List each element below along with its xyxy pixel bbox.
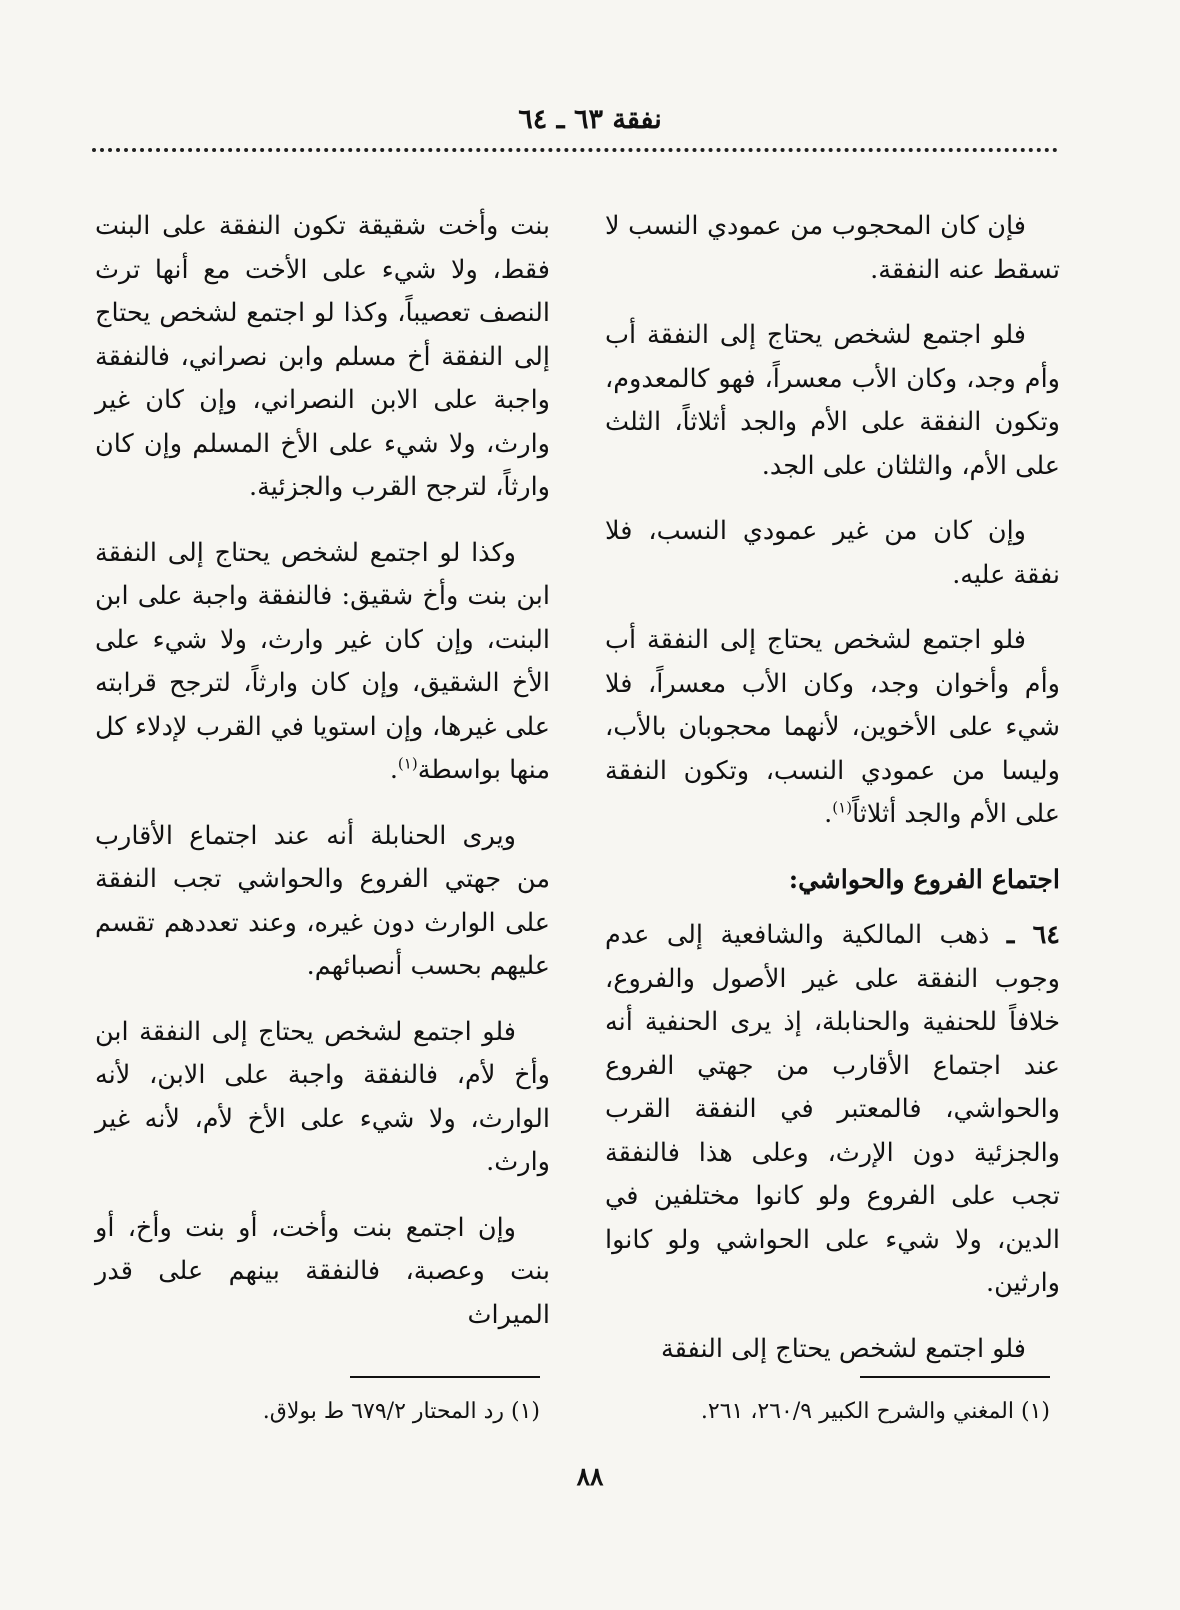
footnote-right: (١) المغني والشرح الكبير ٢٦٠/٩، ٢٦١. bbox=[700, 1399, 1050, 1424]
footnote-separator bbox=[860, 1376, 1050, 1378]
paragraph-text: وكذا لو اجتمع لشخص يحتاج إلى النفقة ابن بنت وأخ شقيق: فالنفقة واجبة على ابن البنت، وإن كان غير وارث، ولا شيء على الأخ الشقيق، وإن كان وارثاً، لترجح قرابته على غيرها، وإن استويا في القرب لإدلاء كل منها بواسطة bbox=[95, 537, 550, 785]
right-column bbox=[605, 205, 1060, 1393]
running-header: نفقة ٦٣ ـ ٦٤ bbox=[518, 104, 662, 135]
paragraph: وإن اجتمع بنت وأخت، أو بنت وأخ، أو بنت وعصبة، فالنفقة بينهم على قدر الميراث bbox=[95, 1212, 550, 1330]
footnote-reference: (١) bbox=[832, 798, 853, 817]
page-number: ٨٨ bbox=[576, 1462, 604, 1491]
header-dotted-rule bbox=[92, 148, 1058, 152]
paragraph-text: فلو اجتمع لشخص يحتاج إلى النفقة أب وأم وأخوان وجد، وكان الأب معسراً، فلا شيء على الأخوين، لأنهما محجوبان بالأب، وليسا من عمودي النسب، وتكون النفقة على الأم والجد أثلاثاً bbox=[605, 625, 1060, 829]
punctuation: . bbox=[824, 799, 833, 829]
left-column bbox=[95, 205, 550, 1359]
paragraph: وإن كان من غير عمودي النسب، فلا نفقة عليه. bbox=[605, 516, 1060, 590]
paragraph bbox=[605, 914, 1060, 1306]
paragraph: فلو اجتمع لشخص يحتاج إلى النفقة أب وأم وجد، وكان الأب معسراً، فهو كالمعدوم، وتكون النفقة على الأم والجد أثلاثاً، الثلث على الأم، والثلثان على الجد. bbox=[605, 320, 1060, 481]
footnote-reference: (١) bbox=[397, 754, 418, 773]
paragraph: ويرى الحنابلة أنه عند اجتماع الأقارب من جهتي الفروع والحواشي تجب النفقة على الوارث دون غيره، وعند تعددهم تقسم عليهم بحسب أنصبائهم. bbox=[95, 820, 550, 981]
paragraph: فلو اجتمع لشخص يحتاج إلى النفقة bbox=[660, 1333, 1026, 1364]
paragraph: فإن كان المحجوب من عمودي النسب لا تسقط عنه النفقة. bbox=[605, 211, 1060, 285]
paragraph-text: ذهب المالكية والشافعية إلى عدم وجوب النفقة على غير الأصول والفروع، خلافاً للحنفية والحنابلة، إذ يرى الحنفية أنه عند اجتماع الأقارب من جهتي الفروع والحواشي، فالمعتبر في النفقة القرب والجزئية دون الإرث، وعلى هذا فالنفقة تجب على الفروع ولو كانوا مختلفين في الدين، ولا شيء على الحواشي ولو كانوا وارثين. bbox=[605, 920, 1060, 1298]
section-heading: اجتماع الفروع والحواشي: bbox=[788, 864, 1060, 895]
paragraph bbox=[605, 619, 1060, 837]
punctuation: . bbox=[389, 755, 398, 785]
footnote-separator bbox=[350, 1376, 540, 1378]
paragraph bbox=[95, 532, 550, 793]
footnote-left: (١) رد المحتار ٦٧٩/٢ ط بولاق. bbox=[262, 1399, 540, 1424]
paragraph: فلو اجتمع لشخص يحتاج إلى النفقة ابن وأخ لأم، فالنفقة واجبة على الابن، لأنه الوارث، ولا شيء على الأخ لأم، لأنه غير وارث. bbox=[95, 1016, 550, 1177]
section-number: ٦٤ ـ bbox=[1006, 920, 1061, 950]
paragraph: بنت وأخت شقيقة تكون النفقة على البنت فقط، ولا شيء على الأخت مع أنها ترث النصف تعصيباً، وكذا لو اجتمع لشخص يحتاج إلى النفقة أخ مسلم وابن نصراني، فالنفقة واجبة على الابن النصراني، وإن كان غير وارث، ولا شيء على الأخ المسلم وإن كان وارثاً، لترجح القرب والجزئية. bbox=[95, 211, 550, 502]
